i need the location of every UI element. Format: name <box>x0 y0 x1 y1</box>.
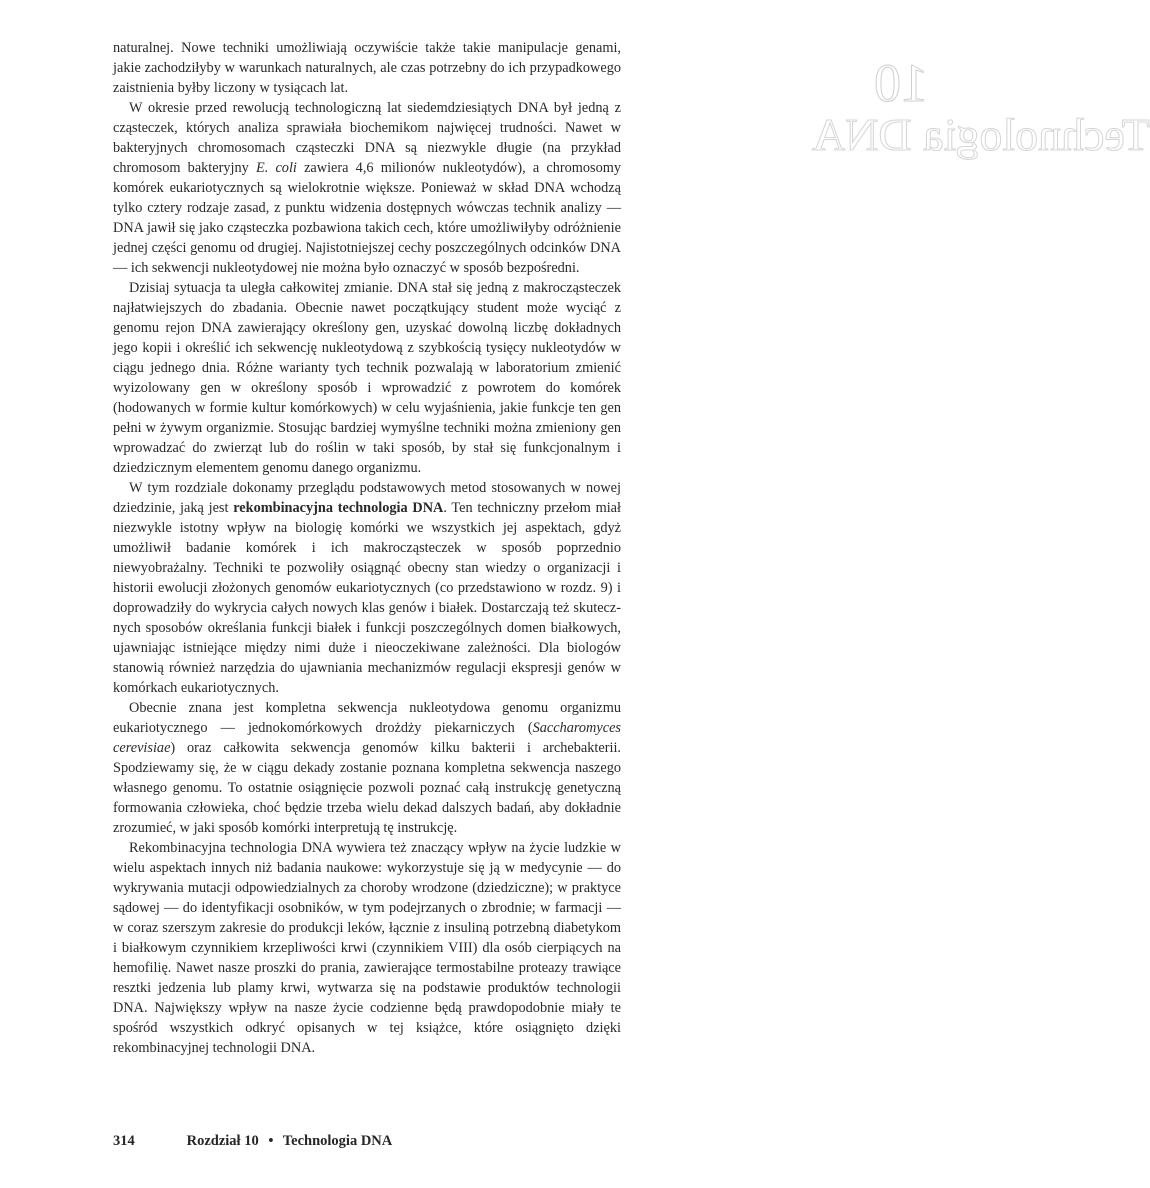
bold-text-run: rekombinacyjna technologia DNA <box>233 500 444 516</box>
text-run: ) oraz całkowita sekwencja genomów kilku bakterii i archebakterii. Spodziewamy się, że w ciągu dekady zostanie poznana kompletna sekwencja naszego własnego genomu. To ostatnie osiągnięcie pozwoli poznać całą instrukcję genetyczną formowania człowieka, choć będzie trzeba wielu dekad dalszych badań, aby dokładnie zrozumieć, w jaki sposób komórki interpretują tę instrukcję. <box>113 740 621 836</box>
paragraph <box>113 38 621 98</box>
body-text-column <box>113 38 621 1058</box>
text-run: Dzisiaj sytuacja ta uległa całkowitej zmianie. DNA stał się jedną z makrocząsteczek najłatwiejszych do zbadania. Obecnie nawet początkujący student może wyciąć z genomu rejon DNA zawierający określony gen, uzyskać dowolną liczbę dokładnych jego kopii i określić ich sekwencję nukleotydową z szybkością tysięcy nukleotydów w ciągu jednego dnia. Różne warianty tych technik pozwalają w laboratorium zmienić wyizolowany gen w określony sposób i wprowadzić z powrotem do komórek (hodowanych w formie kultur komórkowych) w celu wyjaśnienia, jakie funkcje ten gen pełni w żywym organizmie. Stosując bardziej wymyślne techniki można zmieniony gen wprowadzać do zwierząt lub do roślin w taki sposób, by stał się funkcjonalnym i dziedzicznym elementem genomu danego organizmu. <box>113 280 621 476</box>
text-run: zawiera 4,6 milionów nukleotydów), a chromosomy komórek eukariotycznych są wielokrotnie większe. Ponieważ w skład DNA wchodzą tylko cztery rodzaje zasad, z punktu widzenia dostępnych wówczas technik analizy — DNA jawił się jako cząsteczka pozbawiona takich cech, które umożliwiłyby odróżnienie jednej części genomu od drugiej. Najistotniejszej cechy poszczególnych odcinków DNA — ich sekwencji nukleotydowej nie można było oznaczyć w sposób bezpośredni. <box>113 160 622 276</box>
page-number: 314 <box>113 1133 135 1149</box>
paragraph <box>113 98 621 278</box>
text-run: W tym rozdziale dokonamy przeglądu podstawowych metod stosowanych w nowej dziedzinie, jaką jest <box>113 480 621 516</box>
footer-chapter-title: Technologia DNA <box>282 1133 393 1149</box>
text-run: W okresie przed rewolucją technologiczną lat siedemdziesiątych DNA był jedną z cząsteczek, których analiza sprawiała biochemikom najwięcej trudności. Nawet w bakteryjnych chromosomach cząsteczki DNA są niezwykle długie (na przykład chromosom bakteryjny <box>113 100 621 176</box>
paragraph <box>113 838 621 1058</box>
text-run: . Ten techniczny przełom miał niezwykle istotny wpływ na biologię komórki we wszystkich jej aspektach, gdyż umożliwił badanie komórek i ich makrocząsteczek w sposób poprzednio niewyobrażalny. Techniki te pozwoliły osiągnąć obecny stan wiedzy o organizacji i historii ewolucji złożonych genomów eukariotycznych (co przedstawiono w rozdz. 9) i doprowadziły do wykrycia całych nowych klas genów i białek. Dostarczają też skutecznych sposobów określania funkcji białek i funkcji poszczególnych domen białkowych, ujawniając istniejące między nimi duże i nieoczekiwane zależności. Dla biologów stanowią również narzędzia do ujawniania mechanizmów regulacji ekspresji genów w komórkach eukariotycznych. <box>113 500 621 696</box>
text-run: Obecnie znana jest kompletna sekwencja nukleotydowa genomu organizmu eukariotycznego — jednokomórkowych drożdży piekarniczych ( <box>113 700 621 736</box>
text-run: Rekombinacyjna technologia DNA wywiera też znaczący wpływ na życie ludzkie w wielu aspektach innych niż badania naukowe: wykorzystuje się ją w medycynie — do wykrywania mutacji odpowiedzialnych za choroby wrodzone (dziedziczne); w praktyce sądowej — do identyfikacji osobników, w tym podejrzanych o zbrodnie; w farmacji — w coraz szerszym zakresie do produkcji leków, łącznie z insuliną potrzebną diabetykom i białkowym czynnikiem krzepliwości krwi (czynnikiem VIII) dla osób cierpiących na hemofilię. Nawet nasze proszki do prania, zawierające termostabilne proteazy trawiące resztki jedzenia lub plamy krwi, wytwarza się na podstawie produktów technologii DNA. Największy wpływ na nasze życie codzienne będą prawdopodobnie miały te spośród wszystkich odkryć opisanych w tej książce, które osiągnięto dzięki rekombinacyjnej technologii DNA. <box>113 840 621 1056</box>
running-footer <box>113 1133 392 1150</box>
paragraph <box>113 278 621 478</box>
footer-chapter-label: Rozdział 10 <box>186 1133 259 1149</box>
show-through-bleed <box>812 0 1150 1188</box>
italic-text-run: E. coli <box>255 160 297 176</box>
italic-text-run: Saccharomyces cerevisiae <box>113 720 621 756</box>
bleed-chapter-title: Technologia DNA <box>812 109 1150 160</box>
text-run: naturalnej. Nowe techniki umożliwiają oczywiście także takie manipulacje genami, jakie zachodziłyby w warunkach naturalnych, ale czas potrzebny do ich przypadkowego zaistnienia byłby liczony w tysiącach lat. <box>113 40 621 96</box>
footer-separator: • <box>268 1133 274 1149</box>
paragraph <box>113 698 621 838</box>
bleed-chapter-number: 10 <box>874 53 928 113</box>
paragraph <box>113 478 621 698</box>
